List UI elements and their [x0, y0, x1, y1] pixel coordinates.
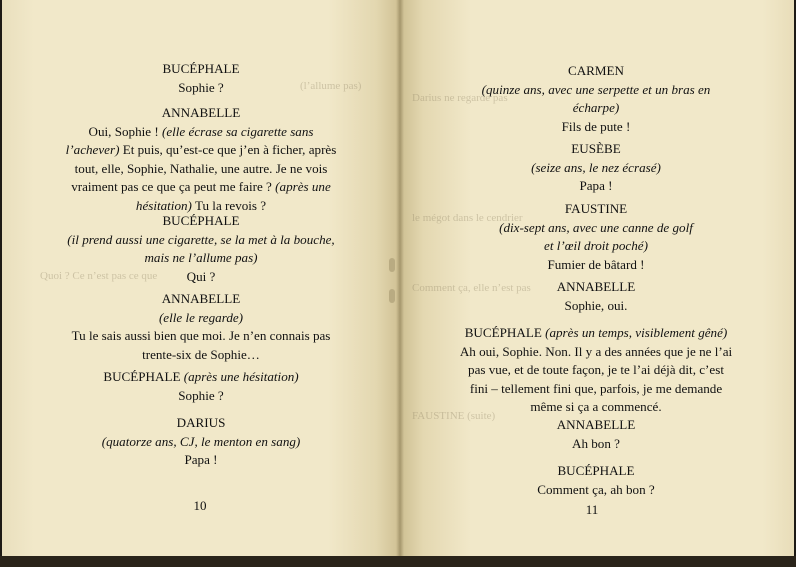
page-number-left: 10 [193, 498, 207, 513]
dialogue-line: Ah oui, Sophie. Non. Il y a des années que je ne l’ai [459, 343, 733, 359]
dialogue-line: Comment ça, ah bon ? [537, 481, 655, 497]
dialogue-block [52, 104, 350, 215]
stage-direction: et l’œil droit poché) [544, 238, 648, 253]
stage-direction: (quinze ans, avec une serpette et un bras en [481, 81, 711, 97]
dialogue-line: vraiment pas ce que ça peut me faire ? (après une [71, 179, 331, 194]
dialogue-line: tout, elle, Sophie, Nathalie, une autre. Je ne vois [74, 160, 328, 176]
dialogue-block [52, 368, 350, 405]
dialogue-line: Papa ! [184, 452, 218, 467]
dialogue-line: pas vue, et de toute façon, je te l’ai déjà dit, c’est [468, 362, 724, 377]
character-name: BUCÉPHALE (après un temps, visiblement gêné) [464, 325, 728, 340]
dialogue-block [445, 462, 747, 499]
character-name: ANNABELLE [556, 279, 636, 294]
dialogue-line: hésitation) Tu la revois ? [135, 197, 267, 213]
dialogue-block [445, 416, 747, 453]
dialogue-block [52, 212, 350, 286]
dialogue-line: Papa ! [579, 178, 613, 193]
dialogue-line: Sophie ? [178, 79, 224, 95]
bleed-through-text: (l’allume pas) [300, 80, 362, 92]
dialogue-line: Fumier de bâtard ! [547, 256, 645, 272]
dialogue-block [445, 324, 747, 417]
dialogue-line: Fils de pute ! [561, 118, 631, 134]
character-name: ANNABELLE [161, 105, 241, 120]
character-name: CARMEN [567, 63, 625, 78]
character-name: DARIUS [176, 415, 226, 430]
dialogue-line: Sophie ? [178, 387, 224, 403]
character-name: ANNABELLE [161, 291, 241, 306]
dialogue-block [445, 278, 747, 315]
dialogue-block [52, 290, 350, 364]
dialogue-line: trente-six de Sophie… [142, 346, 260, 362]
dialogue-block [52, 60, 350, 97]
dialogue-line: l’achever) Et puis, qu’est-ce que j’en à ficher, après [65, 142, 337, 157]
dialogue-block [445, 62, 747, 136]
character-name: BUCÉPHALE [162, 213, 240, 228]
stage-direction: (seize ans, le nez écrasé) [531, 159, 661, 175]
stage-direction: mais ne l’allume pas) [144, 250, 258, 265]
bleed-through-text: Quoi ? Ce n’est pas ce que [40, 270, 158, 282]
dialogue-line: Sophie, oui. [564, 297, 628, 313]
dialogue-line: Qui ? [186, 268, 216, 284]
character-name: BUCÉPHALE (après une hésitation) [103, 369, 299, 384]
dialogue-line: Tu le sais aussi bien que moi. Je n’en connais pas [71, 328, 331, 343]
dialogue-block [52, 414, 350, 470]
dialogue-block [445, 200, 747, 274]
bottom-edge [0, 556, 796, 567]
character-name: BUCÉPHALE [162, 61, 240, 76]
stage-direction: écharpe) [572, 100, 620, 115]
binding-mark [389, 289, 395, 303]
dialogue-line: même si ça a commencé. [530, 399, 662, 414]
character-name: EUSÈBE [571, 141, 621, 156]
page-number-right: 11 [585, 502, 599, 517]
stage-direction: (il prend aussi une cigarette, se la met à la bouche, [67, 231, 335, 247]
bleed-through-text: le mégot dans le cendrier [412, 212, 523, 224]
dialogue-block [445, 140, 747, 196]
dialogue-line: fini – tellement fini que, parfois, je me demande [469, 380, 723, 396]
dialogue-line: Ah bon ? [571, 435, 620, 451]
book-gutter [396, 0, 404, 558]
stage-direction: (elle le regarde) [158, 309, 244, 325]
bleed-through-text: Comment ça, elle n’est pas [412, 282, 531, 294]
binding-mark [389, 258, 395, 272]
dialogue-line: Oui, Sophie ! (elle écrase sa cigarette sans [88, 123, 314, 139]
character-name: FAUSTINE [564, 201, 628, 216]
bleed-through-text: Darius ne regarde pas [412, 92, 508, 104]
bleed-through-text: FAUSTINE (suite) [412, 410, 496, 422]
character-name: ANNABELLE [556, 417, 636, 432]
character-name: BUCÉPHALE [557, 463, 635, 478]
stage-direction: (quatorze ans, CJ, le menton en sang) [101, 433, 301, 449]
stage-direction: (dix-sept ans, avec une canne de golf [499, 219, 693, 235]
